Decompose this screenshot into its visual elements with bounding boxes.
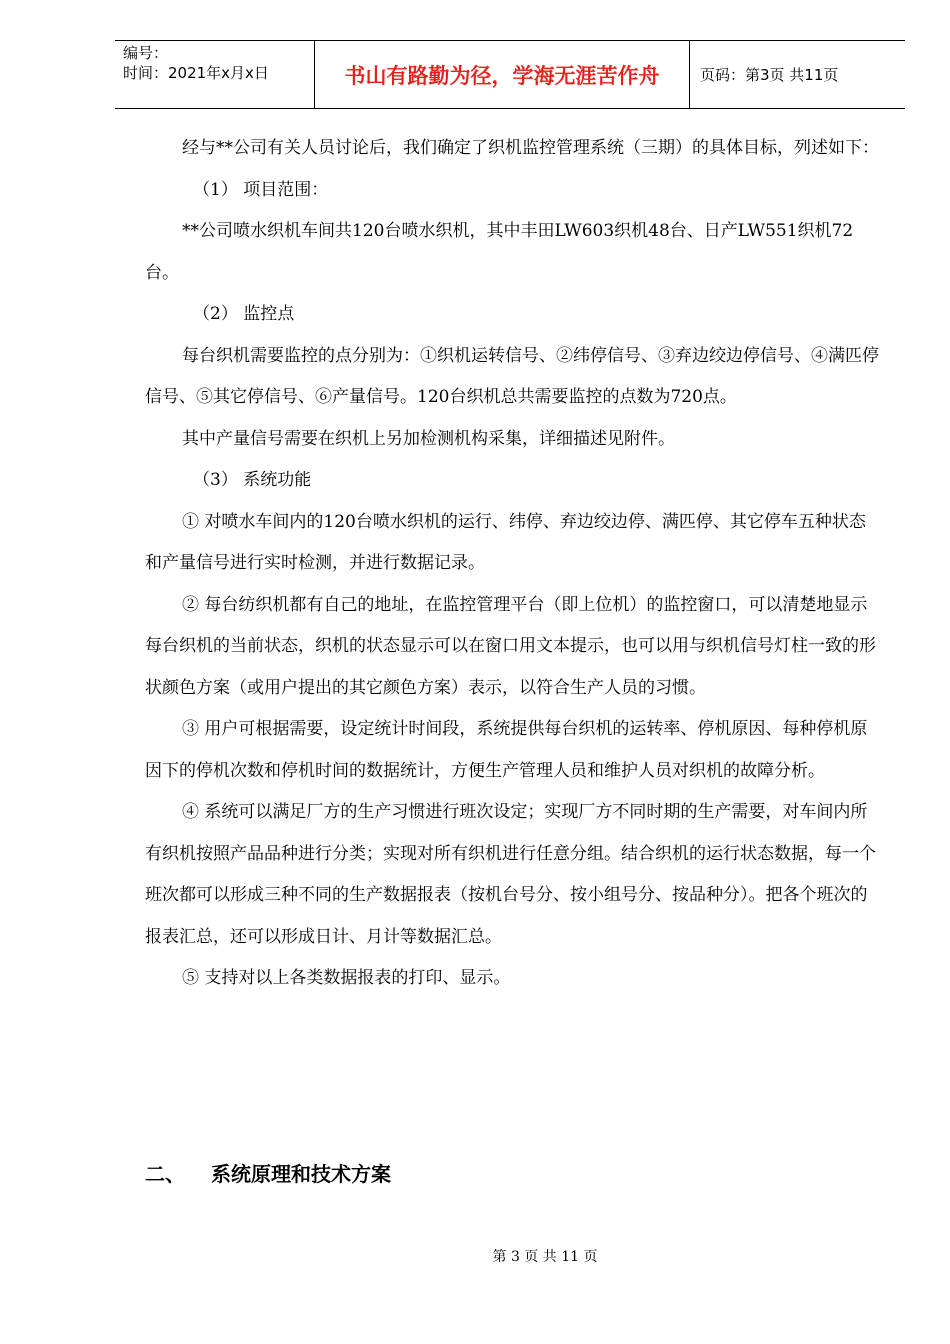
header-meta xyxy=(115,41,315,108)
body-text xyxy=(145,128,880,1000)
time-label: 时间：2021年x月x日 xyxy=(123,64,269,82)
function-item-1: ① 对喷水车间内的120台喷水织机的运行、纬停、弃边绞边停、满匹停、其它停车五种状态和产量信号进行实时检测，并进行数据记录。 xyxy=(145,511,866,573)
number-label: 编号： xyxy=(123,44,169,62)
section-number: 二、 xyxy=(145,1162,185,1186)
section-heading xyxy=(145,1158,391,1187)
paragraph-monitor-points: 每台织机需要监控的点分别为：①织机运转信号、②纬停信号、③弃边绞边停信号、④满匹停信号、⑤其它停信号、⑥产量信号。120台织机总共需要监控的点数为720点。 xyxy=(145,345,879,407)
paragraph-intro: 经与**公司有关人员讨论后，我们确定了织机监控管理系统（三期）的具体目标，列述如下： xyxy=(182,138,879,158)
heading-functions: （3） 系统功能 xyxy=(193,470,312,490)
heading-monitor-points: （2） 监控点 xyxy=(193,304,295,324)
function-item-4: ④ 系统可以满足厂方的生产习惯进行班次设定；实现厂方不同时期的生产需要，对车间内所有织机按照产品品种进行分类；实现对所有织机进行任意分组。结合织机的运行状态数据，每一个班次都可以形成三种不同的生产数据报表（按机台号分、按小组号分、按品种分）。把各个班次的报表汇总，还可以形成日计、月计等数据汇总。 xyxy=(145,802,876,947)
paragraph-output-signal: 其中产量信号需要在织机上另加检测机构采集，详细描述见附件。 xyxy=(182,428,675,449)
heading-scope: （1） 项目范围： xyxy=(193,179,329,200)
function-item-3: ③ 用户可根据需要，设定统计时间段，系统提供每台织机的运转率、停机原因、每种停机原因下的停机次数和停机时间的数据统计，方便生产管理人员和维护人员对织机的故障分析。 xyxy=(145,719,868,781)
function-item-5: ⑤ 支持对以上各类数据报表的打印、显示。 xyxy=(182,968,511,988)
section-title: 系统原理和技术方案 xyxy=(211,1162,391,1186)
header-page-label: 页码：第3页 共11页 xyxy=(700,66,839,84)
page-header xyxy=(115,40,905,109)
header-motto: 书山有路勤为径，学海无涯苦作舟 xyxy=(315,41,690,108)
paragraph-scope: **公司喷水织机车间共120台喷水织机，其中丰田LW603织机48台、日产LW551织机72台。 xyxy=(145,221,854,283)
function-item-2: ② 每台纺织机都有自己的地址，在监控管理平台（即上位机）的监控窗口，可以清楚地显示每台织机的当前状态，织机的状态显示可以在窗口用文本提示，也可以用与织机信号灯柱一致的形状颜色方案（或用户提出的其它颜色方案）表示，以符合生产人员的习惯。 xyxy=(145,594,876,698)
page-footer: 第 3 页 共 11 页 xyxy=(492,1249,598,1265)
